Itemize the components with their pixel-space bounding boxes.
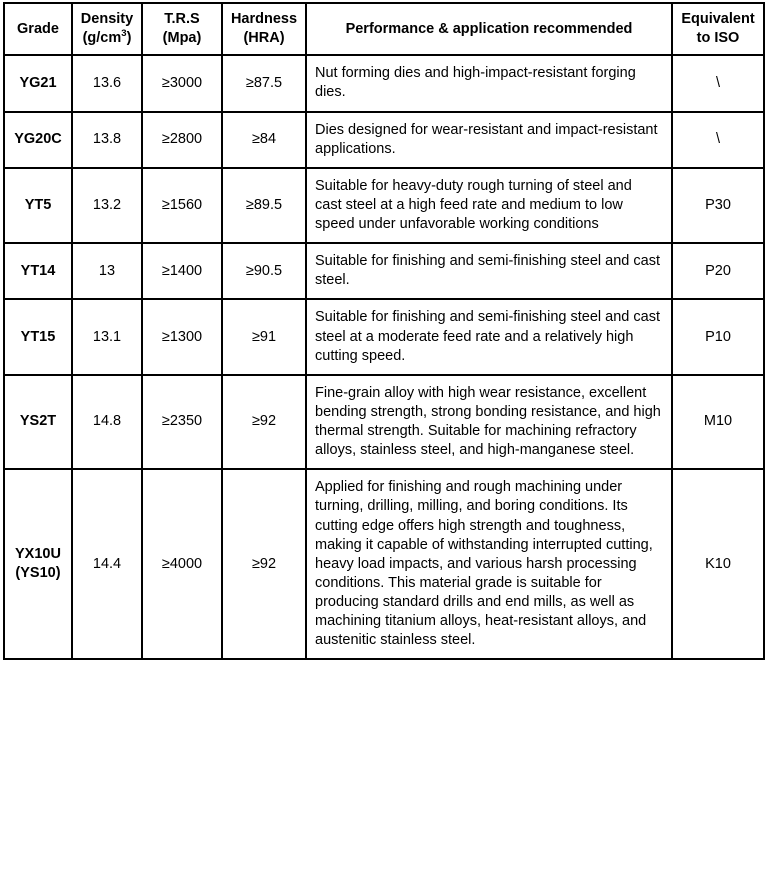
cell-density: 13.2	[72, 168, 142, 243]
grade-name: YX10U	[15, 546, 61, 563]
grade-name: YG21	[19, 74, 57, 91]
column-header-performance	[306, 3, 672, 55]
grade-alias: (YS10)	[15, 565, 61, 582]
table-row	[4, 299, 764, 374]
cell-performance: Suitable for heavy-duty rough turning of steel and cast steel at a high feed rate and medium to low speed under unfavorable working conditions	[306, 168, 672, 243]
column-header-iso-line2: to ISO	[696, 30, 740, 47]
cell-trs: ≥1560	[142, 168, 222, 243]
column-header-density-line1: Density	[80, 11, 134, 27]
grade-name: YT15	[20, 328, 56, 345]
cell-performance: Applied for finishing and rough machining under turning, drilling, milling, and boring conditions. Its cutting edge offers high strength and toughness, making it capable of withstanding interrupted cutting, heavy load impacts, and various harsh processing conditions. This material grade is suitable for producing standard drills and end mills, as well as machining titanium alloys, heat-resistant alloys, and austenitic stainless steel.	[306, 469, 672, 659]
cell-hardness: ≥89.5	[222, 168, 306, 243]
cell-density: 14.4	[72, 469, 142, 659]
density-unit-prefix: (g/cm	[82, 30, 122, 47]
column-header-density	[72, 3, 142, 55]
grade-name: YT5	[24, 196, 52, 213]
cell-iso: \	[672, 55, 764, 111]
cell-hardness: ≥87.5	[222, 55, 306, 111]
table-row	[4, 168, 764, 243]
cell-hardness: ≥90.5	[222, 243, 306, 299]
cell-grade	[4, 243, 72, 299]
cell-performance: Suitable for finishing and semi-finishing steel and cast steel at a moderate feed rate and a relatively high cutting speed.	[306, 299, 672, 374]
header-row	[4, 3, 764, 55]
cell-density: 13.8	[72, 112, 142, 168]
column-header-hardness-line1: Hardness	[230, 11, 298, 27]
table-header	[4, 3, 764, 55]
table-row	[4, 55, 764, 111]
grade-name: YS2T	[19, 413, 57, 430]
table-row	[4, 375, 764, 470]
cell-iso: M10	[672, 375, 764, 470]
column-header-performance-label: Performance & application recommended	[345, 20, 633, 37]
cell-trs: ≥1300	[142, 299, 222, 374]
column-header-hardness	[222, 3, 306, 55]
column-header-trs-line2: (Mpa)	[162, 30, 202, 47]
table-row	[4, 112, 764, 168]
cell-performance: Fine-grain alloy with high wear resistance, excellent bending strength, strong bonding resistance, and high thermal strength. Suitable for machining refractory alloys, stainless steel, and high-manganese steel.	[306, 375, 672, 470]
column-header-trs-line1: T.R.S	[164, 11, 200, 27]
column-header-grade-label: Grade	[17, 20, 59, 37]
cell-grade	[4, 55, 72, 111]
cell-iso: P10	[672, 299, 764, 374]
cell-iso: \	[672, 112, 764, 168]
table-row	[4, 469, 764, 659]
cell-trs: ≥2350	[142, 375, 222, 470]
cell-hardness: ≥84	[222, 112, 306, 168]
column-header-iso	[672, 3, 764, 55]
grade-name: YT14	[20, 262, 56, 279]
density-unit-suffix: )	[126, 30, 132, 47]
cell-trs: ≥4000	[142, 469, 222, 659]
cell-trs: ≥3000	[142, 55, 222, 111]
cell-density: 13.1	[72, 299, 142, 374]
cell-density: 14.8	[72, 375, 142, 470]
cell-iso: P30	[672, 168, 764, 243]
grade-name: YG20C	[14, 131, 62, 148]
column-header-density-line2	[78, 29, 136, 48]
cell-performance: Nut forming dies and high-impact-resistant forging dies.	[306, 55, 672, 111]
cell-grade	[4, 375, 72, 470]
table-body	[4, 55, 764, 659]
cell-density: 13.6	[72, 55, 142, 111]
table-row	[4, 243, 764, 299]
cell-iso: P20	[672, 243, 764, 299]
cell-density: 13	[72, 243, 142, 299]
cell-iso: K10	[672, 469, 764, 659]
cell-performance: Suitable for finishing and semi-finishing steel and cast steel.	[306, 243, 672, 299]
cell-grade	[4, 469, 72, 659]
cell-grade	[4, 299, 72, 374]
cell-hardness: ≥92	[222, 375, 306, 470]
column-header-trs	[142, 3, 222, 55]
column-header-grade	[4, 3, 72, 55]
column-header-hardness-line2: (HRA)	[243, 30, 285, 47]
cell-hardness: ≥92	[222, 469, 306, 659]
cell-grade	[4, 168, 72, 243]
density-unit-exponent: 3	[121, 28, 127, 40]
cell-hardness: ≥91	[222, 299, 306, 374]
cell-trs: ≥2800	[142, 112, 222, 168]
cell-grade	[4, 112, 72, 168]
cell-trs: ≥1400	[142, 243, 222, 299]
cell-performance: Dies designed for wear-resistant and impact-resistant applications.	[306, 112, 672, 168]
column-header-iso-line1: Equivalent	[681, 11, 755, 27]
carbide-grade-spec-table	[3, 2, 765, 660]
